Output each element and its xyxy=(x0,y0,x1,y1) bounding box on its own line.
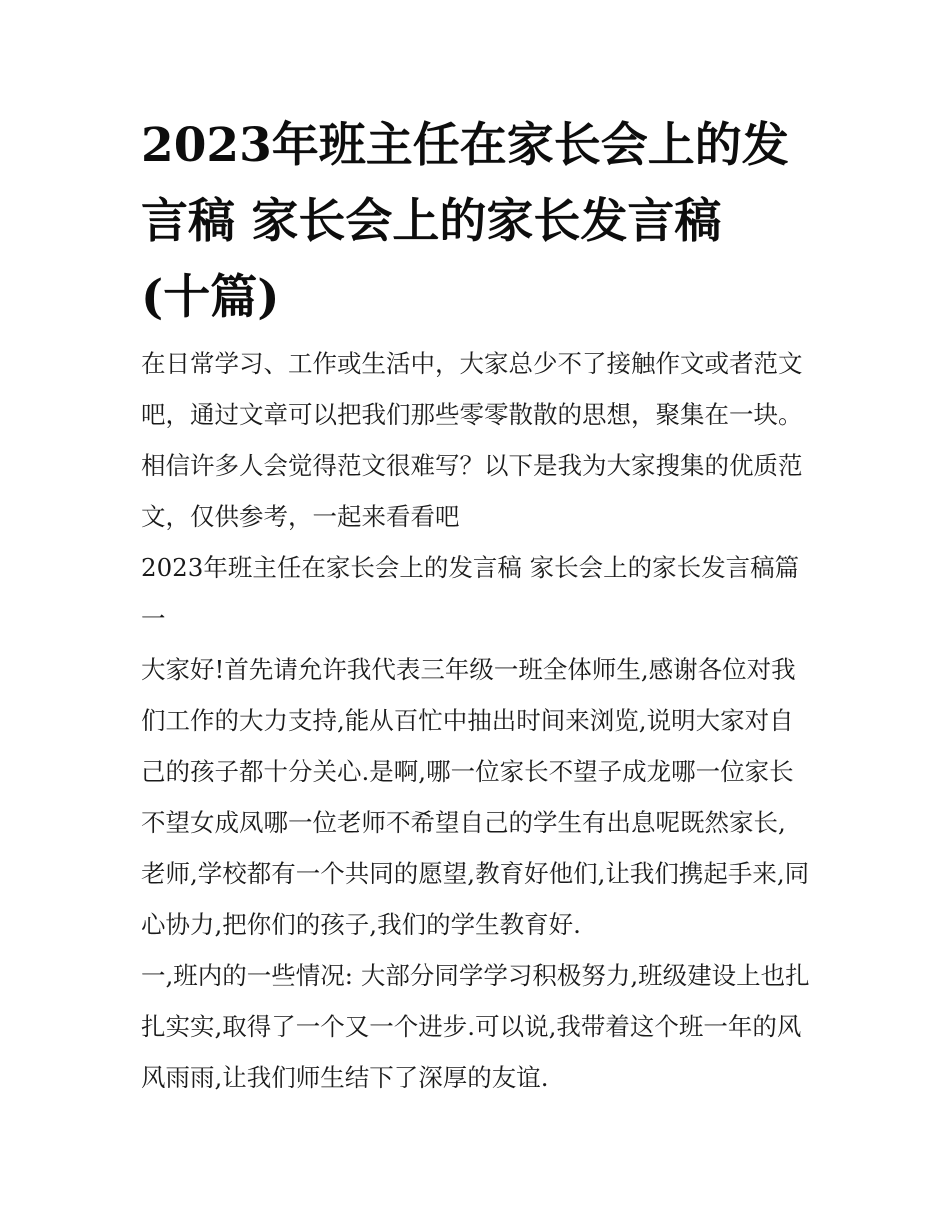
title-line: (十篇) xyxy=(141,270,280,325)
document-title xyxy=(141,108,813,336)
body-line: 己的孩子都十分关心.是啊,哪一位家长不望子成龙哪一位家长 xyxy=(141,757,794,786)
body-line: 大家好!首先请允许我代表三年级一班全体师生,感谢各位对我 xyxy=(141,655,796,684)
intro-line: 在日常学习、工作或生活中，大家总少不了接触作文或者范文 xyxy=(141,349,803,378)
body-line: 心协力,把你们的孩子,我们的学生教育好. xyxy=(141,910,581,939)
title-line: 2023年班主任在家长会上的发 xyxy=(141,118,789,173)
document-page xyxy=(141,108,813,1103)
body-line: 们工作的大力支持,能从百忙中抽出时间来浏览,说明大家对自 xyxy=(141,706,794,735)
body-line: 老师,学校都有一个共同的愿望,教育好他们,让我们携起手来,同 xyxy=(141,859,810,888)
body-line: 不望女成凤哪一位老师不希望自己的学生有出息呢既然家长, xyxy=(141,808,786,837)
intro-line: 吧，通过文章可以把我们那些零零散散的思想，聚集在一块。 xyxy=(141,400,803,429)
section-heading xyxy=(141,542,813,644)
intro-paragraph xyxy=(141,338,813,542)
body-line: 风雨雨,让我们师生结下了深厚的友谊. xyxy=(141,1063,549,1092)
intro-line: 相信许多人会觉得范文很难写？以下是我为大家搜集的优质范 xyxy=(141,451,803,480)
intro-line: 文，仅供参考，一起来看看吧 xyxy=(141,502,460,531)
title-line: 言稿 家长会上的家长发言稿 xyxy=(141,194,722,249)
body-line: 一,班内的一些情况: 大部分同学学习积极努力,班级建设上也扎 xyxy=(141,961,810,990)
body-line: 扎实实,取得了一个又一个进步.可以说,我带着这个班一年的风 xyxy=(141,1012,802,1041)
section-heading-line: 一 xyxy=(141,604,166,633)
body-paragraph-2 xyxy=(141,950,813,1103)
body-paragraph-1 xyxy=(141,644,813,950)
section-heading-line: 2023年班主任在家长会上的发言稿 家长会上的家长发言稿篇 xyxy=(141,553,800,582)
